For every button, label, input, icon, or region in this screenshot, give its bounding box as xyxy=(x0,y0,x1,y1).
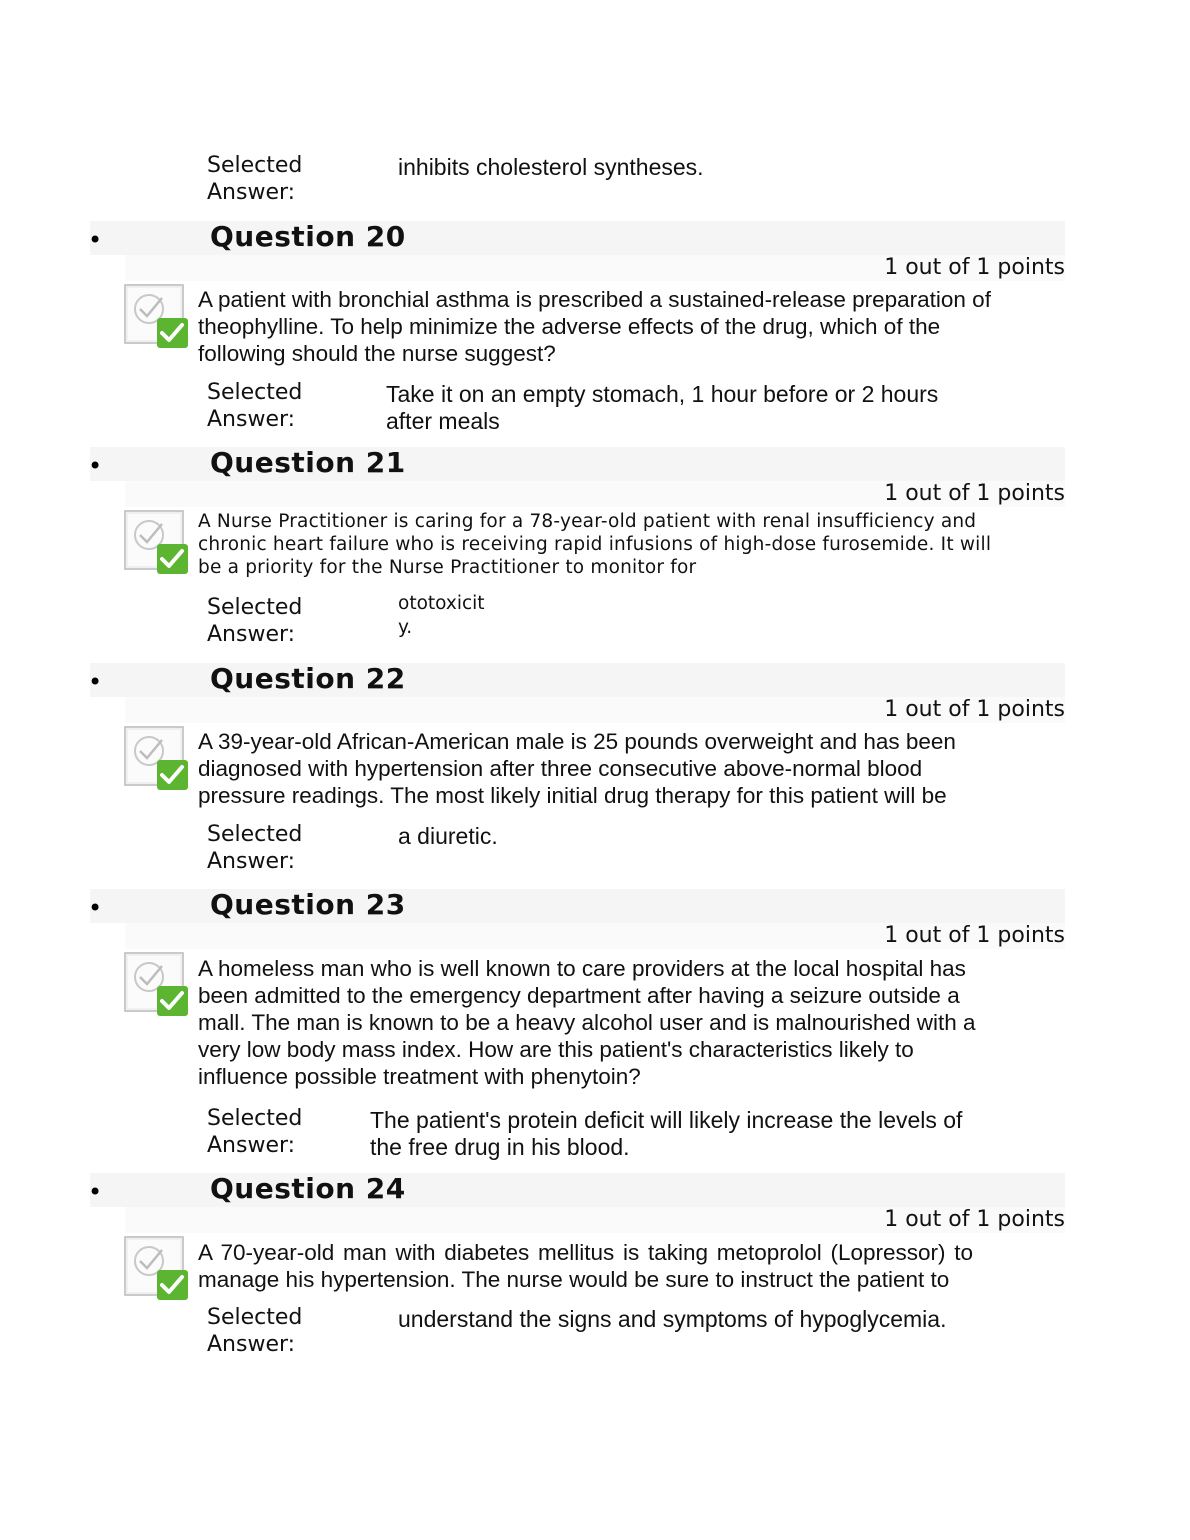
selected-answer-label xyxy=(207,152,302,206)
selected-answer-label xyxy=(207,379,302,433)
answer-label-line2: Answer: xyxy=(207,407,296,432)
bullet: • xyxy=(88,226,103,254)
question-points: 1 out of 1 points xyxy=(884,1207,1065,1232)
question-points: 1 out of 1 points xyxy=(884,255,1065,280)
selected-answer-label xyxy=(207,1304,302,1358)
selected-answer-label xyxy=(207,1105,302,1159)
selected-label-line1: Selected xyxy=(207,1305,303,1330)
selected-answer-text: understand the signs and symptoms of hypoglycemia. xyxy=(398,1306,947,1332)
question-points: 1 out of 1 points xyxy=(884,481,1065,506)
bullet: • xyxy=(88,894,103,922)
question-text: A 70-year-old man with diabetes mellitus is taking metoprolol (Lopressor) to manage his hypertension. The nurse would be sure to instruct the patient to xyxy=(198,1240,973,1292)
selected-answer-text: The patient's protein deficit will likely increase the levels of the free drug in his blood. xyxy=(370,1107,963,1160)
correct-check-icon xyxy=(124,1236,190,1302)
selected-answer-text xyxy=(398,592,485,640)
answer-label-line2: Answer: xyxy=(207,1332,296,1357)
selected-label-line1: Selected xyxy=(207,380,303,405)
answer-label-line2: Answer: xyxy=(207,622,296,647)
correct-check-icon xyxy=(124,726,190,792)
answer-label-line2: Answer: xyxy=(207,180,296,205)
question-text: A patient with bronchial asthma is prescribed a sustained-release preparation of theophylline. To help minimize the adverse effects of the drug, which of the following should the nurse suggest? xyxy=(198,287,991,366)
question-title: Question 23 xyxy=(210,888,406,921)
answer-label-line2: Answer: xyxy=(207,1133,296,1158)
selected-label-line1: Selected xyxy=(207,822,303,847)
bullet: • xyxy=(88,668,103,696)
bullet: • xyxy=(88,1178,103,1206)
question-title: Question 24 xyxy=(210,1172,406,1205)
answer-label-line2: Answer: xyxy=(207,849,296,874)
question-text: A 39-year-old African-American male is 25 pounds overweight and has been diagnosed with hypertension after three consecutive above-normal blood pressure readings. The most likely initial drug therapy for this patient will be xyxy=(198,729,956,808)
question-title: Question 20 xyxy=(210,220,406,253)
question-text: A homeless man who is well known to care providers at the local hospital has been admitted to the emergency department after having a seizure outside a mall. The man is known to be a heavy alcohol user and is malnourished with a very low body mass index. How are this patient's characteristics likely to influence possible treatment with phenytoin? xyxy=(198,956,976,1089)
answer-line1: ototoxicit xyxy=(398,593,485,614)
correct-check-icon xyxy=(124,510,190,576)
selected-label-line1: Selected xyxy=(207,595,303,620)
selected-answer-text: Take it on an empty stomach, 1 hour before or 2 hours after meals xyxy=(386,381,939,434)
correct-check-icon xyxy=(124,952,190,1018)
question-title: Question 22 xyxy=(210,662,406,695)
selected-label-line1: Selected xyxy=(207,1106,303,1131)
question-title: Question 21 xyxy=(210,446,406,479)
selected-answer-label xyxy=(207,821,302,875)
question-text: A Nurse Practitioner is caring for a 78-year-old patient with renal insufficiency and chronic heart failure who is receiving rapid infusions of high-dose furosemide. It will be a priority for the Nurse Practitioner to monitor for xyxy=(198,511,992,578)
selected-answer-text: a diuretic. xyxy=(398,823,498,849)
answer-line2: y. xyxy=(398,617,413,638)
question-points: 1 out of 1 points xyxy=(884,923,1065,948)
selected-answer-label xyxy=(207,594,302,648)
bullet: • xyxy=(88,452,103,480)
question-points: 1 out of 1 points xyxy=(884,697,1065,722)
selected-label-line1: Selected xyxy=(207,153,303,178)
selected-answer-text: inhibits cholesterol syntheses. xyxy=(398,154,704,180)
correct-check-icon xyxy=(124,284,190,350)
